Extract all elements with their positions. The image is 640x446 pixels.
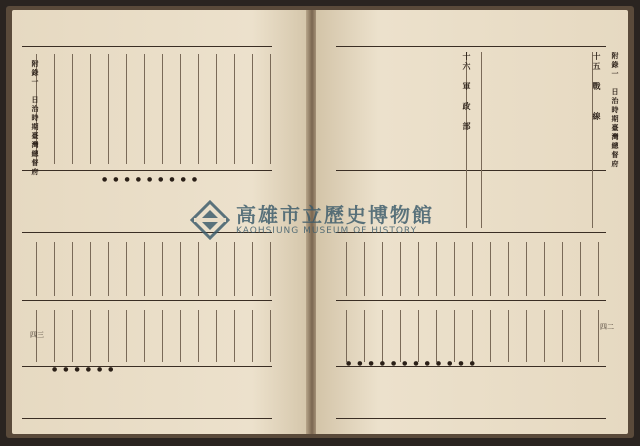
column-rule xyxy=(198,242,199,296)
column-rule xyxy=(598,310,599,362)
table-rule xyxy=(22,170,272,171)
column-rule xyxy=(198,54,199,164)
column-rule xyxy=(526,310,527,362)
column-rule xyxy=(270,54,271,164)
table-rule xyxy=(336,300,606,301)
column-rule xyxy=(108,242,109,296)
column-rule xyxy=(436,242,437,296)
table-border xyxy=(481,52,482,228)
column-rule xyxy=(562,310,563,362)
column-rule xyxy=(90,242,91,296)
column-rule xyxy=(472,242,473,296)
column-rule xyxy=(54,54,55,164)
right-header: 附錄一 日治時期臺灣總督府 xyxy=(611,52,620,169)
column-rule xyxy=(418,310,419,362)
watermark-subtitle: KAOHSIUNG MUSEUM OF HISTORY xyxy=(236,226,418,236)
column-rule xyxy=(216,242,217,296)
table-rule xyxy=(22,418,272,419)
column-rule xyxy=(180,54,181,164)
column-rule xyxy=(234,54,235,164)
column-rule xyxy=(400,242,401,296)
bullet-row: ●●●●●●●●● xyxy=(102,176,204,183)
column-rule xyxy=(454,242,455,296)
column-rule xyxy=(126,242,127,296)
table-rule xyxy=(336,170,606,171)
column-rule xyxy=(108,54,109,164)
watermark-title: 高雄市立歷史博物館 xyxy=(236,203,434,227)
column-rule xyxy=(490,242,491,296)
right-section-b-title: 十六 軍 政 部 xyxy=(462,52,472,132)
bullet-row: ●●●●●●●●●●●● xyxy=(346,360,481,367)
left-header: 附錄一 日治時期臺灣總督府 xyxy=(31,60,40,177)
column-rule xyxy=(54,242,55,296)
column-rule xyxy=(490,310,491,362)
table-rule xyxy=(22,46,272,47)
column-rule xyxy=(562,242,563,296)
column-rule xyxy=(400,310,401,362)
column-rule xyxy=(364,242,365,296)
column-rule xyxy=(72,54,73,164)
column-rule xyxy=(162,310,163,362)
column-rule xyxy=(252,310,253,362)
column-rule xyxy=(580,310,581,362)
column-rule xyxy=(382,242,383,296)
column-rule xyxy=(126,310,127,362)
column-rule xyxy=(234,242,235,296)
column-rule xyxy=(180,242,181,296)
column-rule xyxy=(418,242,419,296)
museum-logo-icon xyxy=(190,200,230,240)
column-rule xyxy=(144,310,145,362)
column-rule xyxy=(108,310,109,362)
column-rule xyxy=(598,242,599,296)
bullet-row: ●●●●●● xyxy=(52,366,120,373)
column-rule xyxy=(346,310,347,362)
column-rule xyxy=(162,242,163,296)
column-rule xyxy=(180,310,181,362)
column-rule xyxy=(580,242,581,296)
column-rule xyxy=(544,242,545,296)
column-rule xyxy=(472,310,473,362)
column-rule xyxy=(72,242,73,296)
column-rule xyxy=(270,310,271,362)
column-rule xyxy=(234,310,235,362)
column-rule xyxy=(216,310,217,362)
column-rule xyxy=(436,310,437,362)
left-page-number: 四三 xyxy=(30,331,44,339)
museum-watermark xyxy=(190,196,460,244)
column-rule xyxy=(508,242,509,296)
column-rule xyxy=(508,310,509,362)
column-rule xyxy=(90,310,91,362)
column-rule xyxy=(252,242,253,296)
table-rule xyxy=(22,300,272,301)
column-rule xyxy=(36,242,37,296)
column-rule xyxy=(454,310,455,362)
table-rule xyxy=(336,418,606,419)
column-rule xyxy=(270,242,271,296)
column-rule xyxy=(252,54,253,164)
right-page-number: 四二 xyxy=(600,323,614,331)
column-rule xyxy=(144,242,145,296)
column-rule xyxy=(346,242,347,296)
column-rule xyxy=(198,310,199,362)
column-rule xyxy=(526,242,527,296)
column-rule xyxy=(90,54,91,164)
column-rule xyxy=(72,310,73,362)
column-rule xyxy=(126,54,127,164)
column-rule xyxy=(162,54,163,164)
column-rule xyxy=(364,310,365,362)
column-rule xyxy=(382,310,383,362)
column-rule xyxy=(216,54,217,164)
column-rule xyxy=(54,310,55,362)
column-rule xyxy=(144,54,145,164)
column-rule xyxy=(544,310,545,362)
right-section-a-title: 十五 戰 線 xyxy=(592,52,602,122)
table-rule xyxy=(336,46,606,47)
